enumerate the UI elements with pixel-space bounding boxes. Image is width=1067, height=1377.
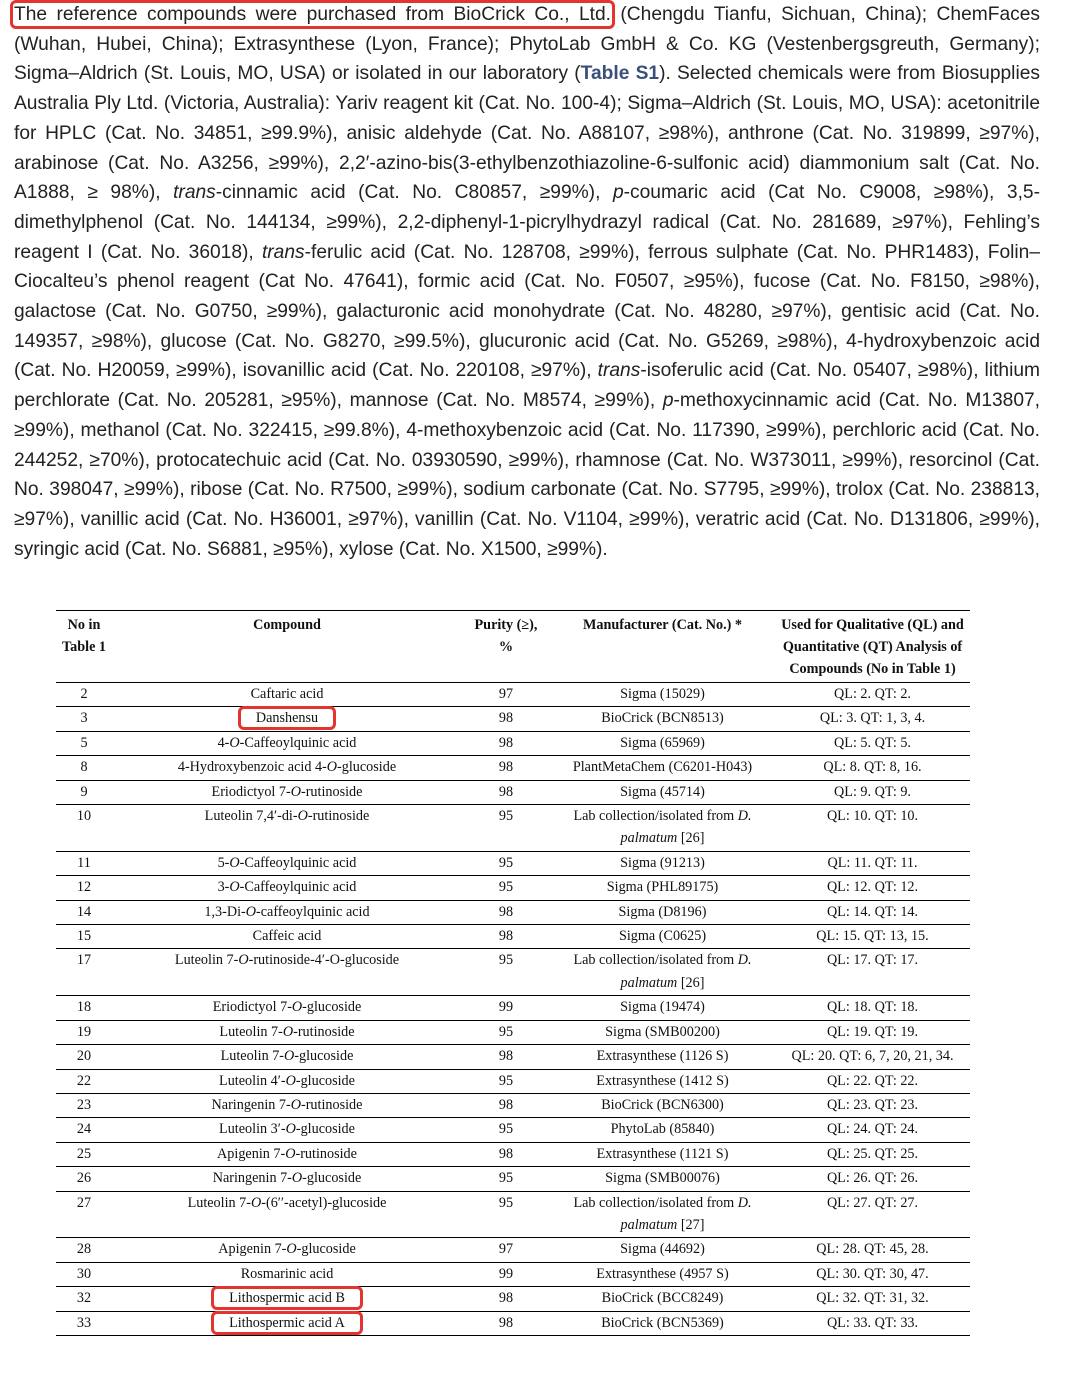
cell-purity: 95 bbox=[462, 949, 550, 996]
compound-text: Apigenin 7- bbox=[217, 1145, 286, 1162]
cell-purity: 95 bbox=[462, 1167, 550, 1191]
compound-text: Caftaric acid bbox=[250, 686, 324, 702]
compound-name bbox=[221, 1048, 354, 1064]
cell-compound bbox=[112, 756, 462, 780]
header-no-in-table: No in Table 1 bbox=[56, 611, 112, 683]
table-row bbox=[56, 683, 970, 707]
compound-italic: O bbox=[290, 1096, 301, 1113]
cell-compound bbox=[112, 1069, 462, 1093]
cell-manufacturer bbox=[550, 1069, 775, 1093]
cell-no: 32 bbox=[56, 1287, 112, 1311]
compound-text: -rutinoside bbox=[307, 808, 370, 825]
cell-used-for-analysis: QL: 32. QT: 31, 32. bbox=[775, 1287, 970, 1311]
cell-purity: 98 bbox=[462, 1093, 550, 1117]
compound-italic: O bbox=[291, 999, 303, 1016]
compound-italic: O bbox=[297, 808, 308, 825]
cell-manufacturer bbox=[550, 1045, 775, 1069]
cell-purity: 98 bbox=[462, 900, 550, 924]
cell-used-for-analysis: QL: 30. QT: 30, 47. bbox=[775, 1262, 970, 1286]
cell-purity: 98 bbox=[462, 1142, 550, 1166]
cell-purity: 98 bbox=[462, 1045, 550, 1069]
compound-text: Luteolin 7- bbox=[220, 1048, 285, 1065]
cell-no: 33 bbox=[56, 1311, 112, 1335]
cell-used-for-analysis: QL: 11. QT: 11. bbox=[775, 851, 970, 875]
compound-text: -glucoside bbox=[302, 999, 362, 1016]
compound-italic: O bbox=[229, 854, 240, 871]
table-row bbox=[56, 1069, 970, 1093]
cell-no: 17 bbox=[56, 949, 112, 996]
manufacturer-text: Extrasynthese (1412 S) bbox=[596, 1072, 729, 1089]
manufacturer-text: Sigma (65969) bbox=[620, 734, 705, 751]
compound-name bbox=[188, 1195, 387, 1211]
manufacturer-text: Extrasynthese (1126 S) bbox=[596, 1048, 729, 1065]
cell-used-for-analysis: QL: 25. QT: 25. bbox=[775, 1142, 970, 1166]
manufacturer-text: Extrasynthese (1121 S) bbox=[596, 1145, 729, 1162]
compound-text: 4-Hydroxybenzoic acid 4- bbox=[177, 759, 327, 776]
paragraph-text: ). Selected chemicals were from Biosupplies Australia Ply Ltd. (Victoria, Australia): Yariv reagent kit (Cat. No. 100-4); Sigma–Aldrich (St. Louis, MO, USA): acetonitrile for HPLC (Cat. No. 34851, ≥99.9%), anisic aldehyde (Cat. No. A88107, ≥98%), anthrone (Cat. No. 319899, ≥97%), arabinose (Cat. No. A3256, ≥99%), 2,2′-azino-bis(3-ethylbenzothiazoline-6-sulfonic acid) diammonium salt (Cat. No. A1888, ≥ 98%), bbox=[14, 63, 1040, 204]
compound-text: Lithospermic acid B bbox=[229, 1290, 345, 1307]
compound-text: Naringenin 7- bbox=[211, 1096, 291, 1113]
compound-name bbox=[219, 1073, 355, 1089]
cell-used-for-analysis: QL: 33. QT: 33. bbox=[775, 1311, 970, 1335]
cell-manufacturer bbox=[550, 780, 775, 804]
cell-manufacturer bbox=[550, 707, 775, 731]
compound-text: -glucoside bbox=[295, 1072, 355, 1089]
compound-text: -glucoside bbox=[337, 759, 397, 776]
cell-manufacturer bbox=[550, 1020, 775, 1044]
cell-purity: 95 bbox=[462, 1020, 550, 1044]
compound-text: Luteolin 7- bbox=[219, 1023, 283, 1040]
compound-text: Naringenin 7- bbox=[212, 1170, 292, 1187]
table-row bbox=[56, 1287, 970, 1311]
highlighted-sentence: The reference compounds were purchased from BioCrick Co., Ltd. bbox=[14, 4, 611, 25]
compound-text: -rutinoside bbox=[293, 1023, 355, 1040]
manufacturer-text: Lab collection/isolated from bbox=[573, 1194, 738, 1211]
manufacturer-italic: D. palmatum bbox=[620, 1194, 752, 1233]
paragraph-text: -coumaric acid (Cat No. C9008, ≥98%), 3,5-dimethylphenol (Cat. No. 144134, ≥99%), 2,2-diphenyl-1-picrylhydrazyl radical (Cat. No. 281689, ≥97%), Fehling’s reagent I (Cat. No. 36018), bbox=[14, 182, 1040, 263]
cell-no: 15 bbox=[56, 925, 112, 949]
table-body bbox=[56, 683, 970, 1336]
manufacturer-text: Sigma (D8196) bbox=[618, 903, 707, 920]
cell-no: 10 bbox=[56, 805, 112, 852]
compound-text: 4- bbox=[217, 734, 230, 751]
cell-compound bbox=[112, 805, 462, 852]
cell-manufacturer bbox=[550, 683, 775, 707]
cell-used-for-analysis: QL: 17. QT: 17. bbox=[775, 949, 970, 996]
compound-text: -glucoside bbox=[294, 1048, 354, 1065]
compound-text: -Caffeoylquinic acid bbox=[239, 734, 357, 751]
cell-used-for-analysis: QL: 12. QT: 12. bbox=[775, 876, 970, 900]
cell-compound bbox=[112, 1118, 462, 1142]
cell-purity: 98 bbox=[462, 707, 550, 731]
cell-no: 3 bbox=[56, 707, 112, 731]
cell-compound bbox=[112, 1287, 462, 1311]
cell-manufacturer bbox=[550, 1287, 775, 1311]
compound-name bbox=[212, 1097, 363, 1113]
cell-compound bbox=[112, 949, 462, 996]
table-row bbox=[56, 1191, 970, 1238]
cell-manufacturer bbox=[550, 1238, 775, 1262]
compound-italic: O bbox=[251, 1194, 262, 1211]
compound-text: Luteolin 7- bbox=[187, 1194, 251, 1211]
cell-manufacturer bbox=[550, 1262, 775, 1286]
compound-italic: O bbox=[285, 1072, 296, 1089]
cell-used-for-analysis: QL: 2. QT: 2. bbox=[775, 683, 970, 707]
compound-text: -rutinoside-4′-O-glucoside bbox=[248, 952, 400, 969]
manufacturer-text: Lab collection/isolated from bbox=[573, 808, 738, 825]
compound-text: Luteolin 7,4′-di- bbox=[204, 808, 298, 825]
cell-no: 24 bbox=[56, 1118, 112, 1142]
table-row bbox=[56, 1118, 970, 1142]
table-row bbox=[56, 1167, 970, 1191]
compound-name bbox=[218, 735, 357, 751]
cell-used-for-analysis: QL: 22. QT: 22. bbox=[775, 1069, 970, 1093]
compound-text: 5- bbox=[217, 854, 230, 871]
table-row bbox=[56, 1262, 970, 1286]
manufacturer-text: Sigma (SMB00200) bbox=[605, 1023, 720, 1040]
table-row bbox=[56, 756, 970, 780]
cell-no: 20 bbox=[56, 1045, 112, 1069]
compound-text: Lithospermic acid A bbox=[229, 1314, 345, 1331]
manufacturer-text: Sigma (15029) bbox=[620, 686, 705, 702]
cell-purity: 98 bbox=[462, 1287, 550, 1311]
compound-name bbox=[212, 784, 363, 800]
compound-name bbox=[213, 999, 362, 1015]
cell-no: 18 bbox=[56, 996, 112, 1020]
compound-text: Luteolin 7- bbox=[174, 952, 239, 969]
cell-compound bbox=[112, 876, 462, 900]
header-compound: Compound bbox=[112, 611, 462, 683]
table-row bbox=[56, 949, 970, 996]
cell-purity: 99 bbox=[462, 1262, 550, 1286]
cell-used-for-analysis: QL: 27. QT: 27. bbox=[775, 1191, 970, 1238]
manufacturer-text: BioCrick (BCN6300) bbox=[601, 1096, 724, 1113]
cell-purity: 98 bbox=[462, 1311, 550, 1335]
table-row bbox=[56, 731, 970, 755]
compound-text: Luteolin 4′- bbox=[219, 1072, 286, 1089]
compound-name bbox=[204, 904, 369, 920]
cell-purity: 95 bbox=[462, 1191, 550, 1238]
cell-compound bbox=[112, 1045, 462, 1069]
manufacturer-text: Sigma (C0625) bbox=[618, 928, 707, 945]
table-row bbox=[56, 805, 970, 852]
italic-text: trans bbox=[597, 360, 641, 382]
table-row bbox=[56, 707, 970, 731]
compound-name bbox=[218, 855, 357, 871]
compound-italic: O bbox=[286, 1241, 297, 1258]
cell-manufacturer bbox=[550, 851, 775, 875]
cell-manufacturer bbox=[550, 876, 775, 900]
cell-used-for-analysis: QL: 19. QT: 19. bbox=[775, 1020, 970, 1044]
cell-no: 26 bbox=[56, 1167, 112, 1191]
cell-purity: 95 bbox=[462, 1118, 550, 1142]
paragraph-text: -ferulic acid (Cat. No. 128708, ≥99%), ferrous sulphate (Cat. No. PHR1483), Folin–Ciocalteu’s phenol reagent (Cat No. 47641), formic acid (Cat. No. F0507, ≥95%), fucose (Cat. No. F8150, ≥98%), galactose (Cat. No. G0750, ≥99%), galacturonic acid monohydrate (Cat. No. 48280, ≥97%), gentisic acid (Cat. No. 149357, ≥98%), glucose (Cat. No. G8270, ≥99.5%), glucuronic acid (Cat. No. G5269, ≥98%), 4-hydroxybenzoic acid (Cat. No. H20059, ≥99%), isovanillic acid (Cat. No. 220108, ≥97%), bbox=[14, 241, 1040, 382]
paragraph-text: (Chengdu Tianfu, Sichuan, China); ChemFaces (Wuhan, Hubei, China); Extrasynthese (Lyon, France); PhytoLab GmbH & Co. KG (Vestenbergsgreuth, Germany); Sigma–Aldrich (St. Louis, MO, USA) or isolated in our laboratory ( bbox=[14, 4, 1040, 85]
cell-purity: 95 bbox=[462, 876, 550, 900]
compound-italic: O bbox=[229, 734, 240, 751]
cell-manufacturer bbox=[550, 731, 775, 755]
table-row bbox=[56, 1093, 970, 1117]
compound-text: Eriodictyol 7- bbox=[211, 783, 291, 800]
header-purity: Purity (≥), % bbox=[462, 611, 550, 683]
table-row bbox=[56, 780, 970, 804]
cell-manufacturer bbox=[550, 805, 775, 852]
compound-text: 1,3-Di- bbox=[204, 903, 246, 920]
cell-used-for-analysis: QL: 3. QT: 1, 3, 4. bbox=[775, 707, 970, 731]
manufacturer-text: Extrasynthese (4957 S) bbox=[596, 1265, 729, 1282]
cell-used-for-analysis: QL: 23. QT: 23. bbox=[775, 1093, 970, 1117]
cell-no: 11 bbox=[56, 851, 112, 875]
compound-text: -caffeoylquinic acid bbox=[256, 903, 370, 920]
cell-manufacturer bbox=[550, 1191, 775, 1238]
paragraph-text: -isoferulic acid (Cat. No. 05407, ≥98%), lithium perchlorate (Cat. No. 205281, ≥95%), mannose (Cat. No. M8574, ≥99%), bbox=[14, 360, 1041, 412]
cell-used-for-analysis: QL: 20. QT: 6, 7, 20, 21, 34. bbox=[775, 1045, 970, 1069]
compound-name bbox=[242, 710, 332, 726]
cell-purity: 98 bbox=[462, 731, 550, 755]
manufacturer-text: [26] bbox=[677, 830, 705, 847]
paragraph-text: -methoxycinnamic acid (Cat. No. M13807, ≥99%), methanol (Cat. No. 322415, ≥99.8%), 4-methoxybenzoic acid (Cat. No. 117390, ≥99%), perchloric acid (Cat. No. 244252, ≥70%), protocatechuic acid (Cat. No. 03930590, ≥99%), rhamnose (Cat. No. W373011, ≥99%), resorcinol (Cat. No. 398047, ≥99%), ribose (Cat. No. R7500, ≥99%), sodium carbonate (Cat. No. S7795, ≥99%), trolox (Cat. No. 238813, ≥97%), vanillic acid (Cat. No. H36001, ≥97%), vanillin (Cat. No. V1104, ≥99%), veratric acid (Cat. No. D131806, ≥99%), syringic acid (Cat. No. S6881, ≥95%), xylose (Cat. No. X1500, ≥99%). bbox=[14, 390, 1041, 560]
cell-used-for-analysis: QL: 28. QT: 45, 28. bbox=[775, 1238, 970, 1262]
cell-no: 8 bbox=[56, 756, 112, 780]
table-row bbox=[56, 1142, 970, 1166]
cell-used-for-analysis: QL: 24. QT: 24. bbox=[775, 1118, 970, 1142]
manufacturer-text: Sigma (44692) bbox=[620, 1241, 705, 1258]
manufacturer-text: PhytoLab (85840) bbox=[610, 1121, 715, 1138]
cell-no: 22 bbox=[56, 1069, 112, 1093]
table-row bbox=[56, 1311, 970, 1335]
compound-italic: O bbox=[326, 759, 338, 776]
header-used-for-analysis: Used for Qualitative (QL) and Quantitative (QT) Analysis of Compounds (No in Table 1) bbox=[775, 611, 970, 683]
cell-purity: 97 bbox=[462, 683, 550, 707]
manufacturer-italic: D. palmatum bbox=[620, 808, 752, 847]
compound-text: Apigenin 7- bbox=[218, 1241, 287, 1258]
table-row bbox=[56, 900, 970, 924]
cell-no: 14 bbox=[56, 900, 112, 924]
compound-text: -glucoside bbox=[295, 1121, 355, 1138]
italic-text: trans bbox=[261, 241, 305, 263]
cell-purity: 98 bbox=[462, 925, 550, 949]
cell-used-for-analysis: QL: 26. QT: 26. bbox=[775, 1167, 970, 1191]
manufacturer-text: BioCrick (BCC8249) bbox=[601, 1290, 724, 1307]
cell-compound bbox=[112, 1262, 462, 1286]
compound-text: -rutinoside bbox=[300, 783, 363, 800]
table-row bbox=[56, 851, 970, 875]
compound-text: Rosmarinic acid bbox=[240, 1265, 334, 1282]
cell-used-for-analysis: QL: 10. QT: 10. bbox=[775, 805, 970, 852]
table-row bbox=[56, 1020, 970, 1044]
compound-italic: O bbox=[284, 1048, 295, 1065]
cell-no: 5 bbox=[56, 731, 112, 755]
cell-no: 12 bbox=[56, 876, 112, 900]
cell-purity: 97 bbox=[462, 1238, 550, 1262]
compound-name bbox=[175, 952, 399, 968]
compound-text: -glucoside bbox=[296, 1241, 356, 1258]
compound-text: -glucoside bbox=[302, 1170, 362, 1187]
italic-text: p bbox=[612, 182, 624, 204]
cell-purity: 95 bbox=[462, 1069, 550, 1093]
cell-manufacturer bbox=[550, 900, 775, 924]
compound-text: -Caffeoylquinic acid bbox=[239, 854, 357, 871]
table-row bbox=[56, 1238, 970, 1262]
cell-no: 23 bbox=[56, 1093, 112, 1117]
compound-text: -Caffeoylquinic acid bbox=[239, 879, 357, 896]
manufacturer-text: [27] bbox=[677, 1216, 705, 1233]
compound-name bbox=[217, 1146, 357, 1162]
manufacturer-text: Sigma (PHL89175) bbox=[606, 879, 719, 896]
cell-used-for-analysis: QL: 9. QT: 9. bbox=[775, 780, 970, 804]
manufacturer-text: Lab collection/isolated from bbox=[573, 952, 738, 969]
cell-manufacturer bbox=[550, 1142, 775, 1166]
manufacturer-text: [26] bbox=[677, 974, 705, 991]
cell-compound bbox=[112, 1142, 462, 1166]
manufacturer-text: BioCrick (BCN5369) bbox=[601, 1314, 724, 1331]
compound-name bbox=[215, 1315, 359, 1331]
table-row bbox=[56, 996, 970, 1020]
cell-compound bbox=[112, 1238, 462, 1262]
cell-purity: 99 bbox=[462, 996, 550, 1020]
compound-italic: O bbox=[285, 1121, 296, 1138]
cell-manufacturer bbox=[550, 1093, 775, 1117]
reference-compounds-table bbox=[56, 610, 970, 1336]
compound-italic: O bbox=[245, 903, 257, 920]
cell-compound bbox=[112, 1191, 462, 1238]
table-row bbox=[56, 876, 970, 900]
cell-used-for-analysis: QL: 14. QT: 14. bbox=[775, 900, 970, 924]
cell-manufacturer bbox=[550, 1311, 775, 1335]
table-s1-link[interactable]: Table S1 bbox=[580, 63, 660, 85]
cell-compound bbox=[112, 1093, 462, 1117]
compound-name bbox=[218, 879, 357, 895]
cell-purity: 95 bbox=[462, 851, 550, 875]
compound-text: Eriodictyol 7- bbox=[212, 999, 292, 1016]
compound-name bbox=[253, 928, 322, 944]
cell-manufacturer bbox=[550, 996, 775, 1020]
cell-used-for-analysis: QL: 5. QT: 5. bbox=[775, 731, 970, 755]
table-header-row bbox=[56, 611, 970, 683]
compound-name bbox=[219, 1024, 354, 1040]
italic-text: p bbox=[662, 390, 674, 412]
cell-compound bbox=[112, 780, 462, 804]
compound-text: Luteolin 3′- bbox=[219, 1121, 286, 1138]
compound-italic: O bbox=[290, 783, 301, 800]
compound-text: Danshensu bbox=[255, 710, 319, 727]
compound-italic: O bbox=[229, 879, 240, 896]
cell-manufacturer bbox=[550, 756, 775, 780]
cell-compound bbox=[112, 851, 462, 875]
cell-compound bbox=[112, 1020, 462, 1044]
cell-compound bbox=[112, 1167, 462, 1191]
cell-manufacturer bbox=[550, 925, 775, 949]
cell-no: 30 bbox=[56, 1262, 112, 1286]
cell-compound bbox=[112, 731, 462, 755]
compound-text: -(6′′-acetyl)-glucoside bbox=[261, 1194, 387, 1211]
manufacturer-text: Sigma (91213) bbox=[620, 854, 705, 871]
manufacturer-text: Sigma (19474) bbox=[620, 999, 705, 1016]
cell-no: 28 bbox=[56, 1238, 112, 1262]
manufacturer-text: Sigma (SMB00076) bbox=[605, 1170, 720, 1187]
manufacturer-text: Sigma (45714) bbox=[620, 783, 705, 800]
cell-compound bbox=[112, 996, 462, 1020]
compound-name bbox=[205, 808, 370, 824]
compound-text: Caffeic acid bbox=[252, 928, 322, 945]
manufacturer-text: PlantMetaChem (C6201-H043) bbox=[572, 759, 753, 776]
manufacturer-text: BioCrick (BCN8513) bbox=[601, 710, 724, 727]
paragraph-text: -cinnamic acid (Cat. No. C80857, ≥99%), bbox=[215, 182, 613, 204]
cell-used-for-analysis: QL: 18. QT: 18. bbox=[775, 996, 970, 1020]
cell-used-for-analysis: QL: 15. QT: 13, 15. bbox=[775, 925, 970, 949]
reference-compounds-paragraph bbox=[14, 0, 1040, 564]
cell-compound bbox=[112, 900, 462, 924]
table-row bbox=[56, 925, 970, 949]
cell-compound bbox=[112, 1311, 462, 1335]
cell-no: 27 bbox=[56, 1191, 112, 1238]
cell-used-for-analysis: QL: 8. QT: 8, 16. bbox=[775, 756, 970, 780]
compound-name bbox=[213, 1170, 362, 1186]
compound-text: -rutinoside bbox=[300, 1096, 363, 1113]
compound-italic: O bbox=[291, 1170, 303, 1187]
compound-name bbox=[251, 686, 324, 702]
cell-no: 25 bbox=[56, 1142, 112, 1166]
compound-name bbox=[219, 1121, 355, 1137]
table-row bbox=[56, 1045, 970, 1069]
cell-compound bbox=[112, 707, 462, 731]
italic-text: trans bbox=[173, 182, 216, 204]
cell-manufacturer bbox=[550, 949, 775, 996]
cell-purity: 98 bbox=[462, 780, 550, 804]
compound-italic: O bbox=[282, 1023, 294, 1040]
compound-italic: O bbox=[238, 952, 249, 969]
cell-no: 9 bbox=[56, 780, 112, 804]
compound-text: -rutinoside bbox=[295, 1145, 357, 1162]
compound-italic: O bbox=[285, 1145, 296, 1162]
cell-manufacturer bbox=[550, 1118, 775, 1142]
cell-compound bbox=[112, 683, 462, 707]
header-manufacturer: Manufacturer (Cat. No.) * bbox=[550, 611, 775, 683]
cell-purity: 95 bbox=[462, 805, 550, 852]
cell-compound bbox=[112, 925, 462, 949]
compound-name bbox=[178, 759, 396, 775]
compound-text: 3- bbox=[217, 879, 230, 896]
cell-purity: 98 bbox=[462, 756, 550, 780]
cell-manufacturer bbox=[550, 1167, 775, 1191]
compound-name bbox=[215, 1290, 359, 1306]
cell-no: 19 bbox=[56, 1020, 112, 1044]
cell-no: 2 bbox=[56, 683, 112, 707]
compound-name bbox=[218, 1241, 356, 1257]
compound-name bbox=[241, 1266, 334, 1282]
manufacturer-italic: D. palmatum bbox=[620, 952, 752, 991]
